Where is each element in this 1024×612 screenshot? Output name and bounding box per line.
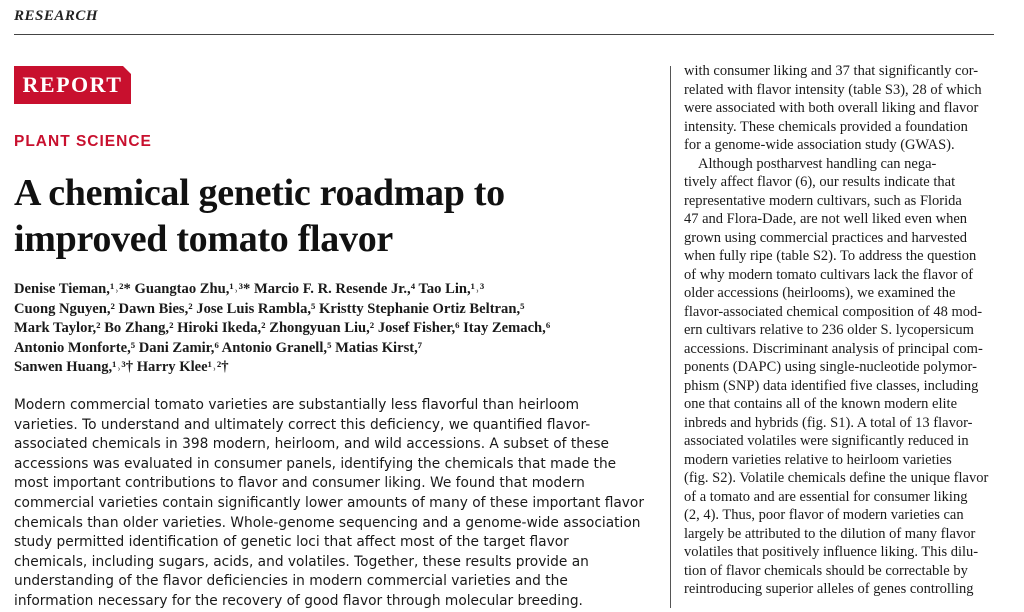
body-line: (fig. S2). Volatile chemicals define the unique flavor [684,470,989,486]
abstract-line: commercial varieties contain significantly lower amounts of many of these important flavor [14,494,644,511]
body-line: older accessions (heirlooms), we examined the [684,285,956,301]
body-line: inbreds and hybrids (fig. S1). A total of 13 flavor- [684,414,973,431]
body-line: tion of flavor chemicals should be correctable by [684,562,968,579]
body-line: tively affect flavor (6), our results indicate that [684,174,956,190]
body-line: for a genome-wide association study (GWAS). [684,137,955,153]
body-line: flavor-associated chemical composition of 48 mod- [684,303,983,320]
abstract-line: associated chemicals in 398 modern, heirloom, and wild accessions. A subset of these [14,436,610,453]
author-list [14,280,664,378]
article-title [14,170,654,262]
body-line: volatiles that positively influence liking. This dilu- [684,544,979,560]
body-line: 47 and Flora-Dade, are not well liked even when [684,211,968,227]
body-text-column [684,62,994,599]
body-line: modern varieties relative to heirloom varieties [684,451,952,468]
body-line: of why modern tomato cultivars lack the flavor of [684,266,974,283]
section-header: RESEARCH [14,8,99,24]
body-line: accessions. Discriminant analysis of principal com- [684,340,983,357]
header-divider [14,34,994,35]
abstract-line: information necessary for the recovery of good flavor through molecular breeding. [14,592,583,609]
column-divider [670,66,671,608]
title-line: A chemical genetic roadmap to [14,172,505,214]
body-line: related with flavor intensity (table S3), 28 of which [684,81,982,98]
report-badge: REPORT [14,66,131,104]
body-line: reintroducing superior alleles of genes controlling [684,581,974,597]
abstract-line: Modern commercial tomato varieties are substantially less flavorful than heirloom [14,397,580,413]
body-line: with consumer liking and 37 that significantly cor- [684,63,979,79]
abstract [14,396,664,612]
author-line: Denise Tieman,¹˒²* Guangtao Zhu,¹˒³* Marcio F. R. Resende Jr.,⁴ Tao Lin,¹˒³ [14,281,485,297]
body-line: ern cultivars relative to 236 older S. lycopersicum [684,322,974,338]
author-line: Cuong Nguyen,² Dawn Bies,² Jose Luis Rambla,⁵ Kristty Stephanie Ortiz Beltran,⁵ [14,300,525,317]
author-line: Antonio Monforte,⁵ Dani Zamir,⁶ Antonio Granell,⁵ Matias Kirst,⁷ [14,339,423,356]
abstract-line: chemicals, including sugars, acids, and volatiles. Together, these results provide an [14,553,589,570]
abstract-line: understanding of the flavor deficiencies in modern commercial varieties and the [14,573,568,590]
abstract-line: study permitted identification of genetic loci that affect most of the target flavor [14,534,569,551]
author-line: Sanwen Huang,¹˒³† Harry Klee¹˒²† [14,359,229,376]
abstract-line: chemicals than older varieties. Whole-genome sequencing and a genome-wide association [14,514,641,531]
body-line: intensity. These chemicals provided a foundation [684,118,968,135]
author-line: Mark Taylor,² Bo Zhang,² Hiroki Ikeda,² Zhongyuan Liu,² Josef Fisher,⁶ Itay Zemach,⁶ [14,320,551,337]
body-line: (2, 4). Thus, poor flavor of modern varieties can [684,507,964,523]
body-line: associated volatiles were significantly reduced in [684,433,969,449]
body-line: when fully ripe (table S2). To address the question [684,248,977,264]
body-line: of a tomato and are essential for consumer liking [684,488,968,505]
body-line: one that contains all of the known modern elite [684,396,958,412]
body-line: Although postharvest handling can nega- [698,155,937,172]
body-line: were associated with both overall liking and flavor [684,100,979,116]
title-line: improved tomato flavor [14,218,393,260]
body-line: ponents (DAPC) using single-nucleotide polymor- [684,359,977,375]
abstract-line: varieties. To understand and ultimately correct this deficiency, we quantified flavor- [14,416,591,433]
body-line: representative modern cultivars, such as Florida [684,192,962,209]
abstract-line: most important contributions to flavor and consumer liking. We found that modern [14,475,585,492]
body-line: phism (SNP) data identified five classes, including [684,377,979,394]
body-line: largely be attributed to the dilution of many flavor [684,525,976,542]
body-line: grown using commercial practices and harvested [684,229,968,246]
subject-label: PLANT SCIENCE [14,133,152,150]
abstract-line: accessions was evaluated in consumer panels, identifying the chemicals that made the [14,455,617,472]
